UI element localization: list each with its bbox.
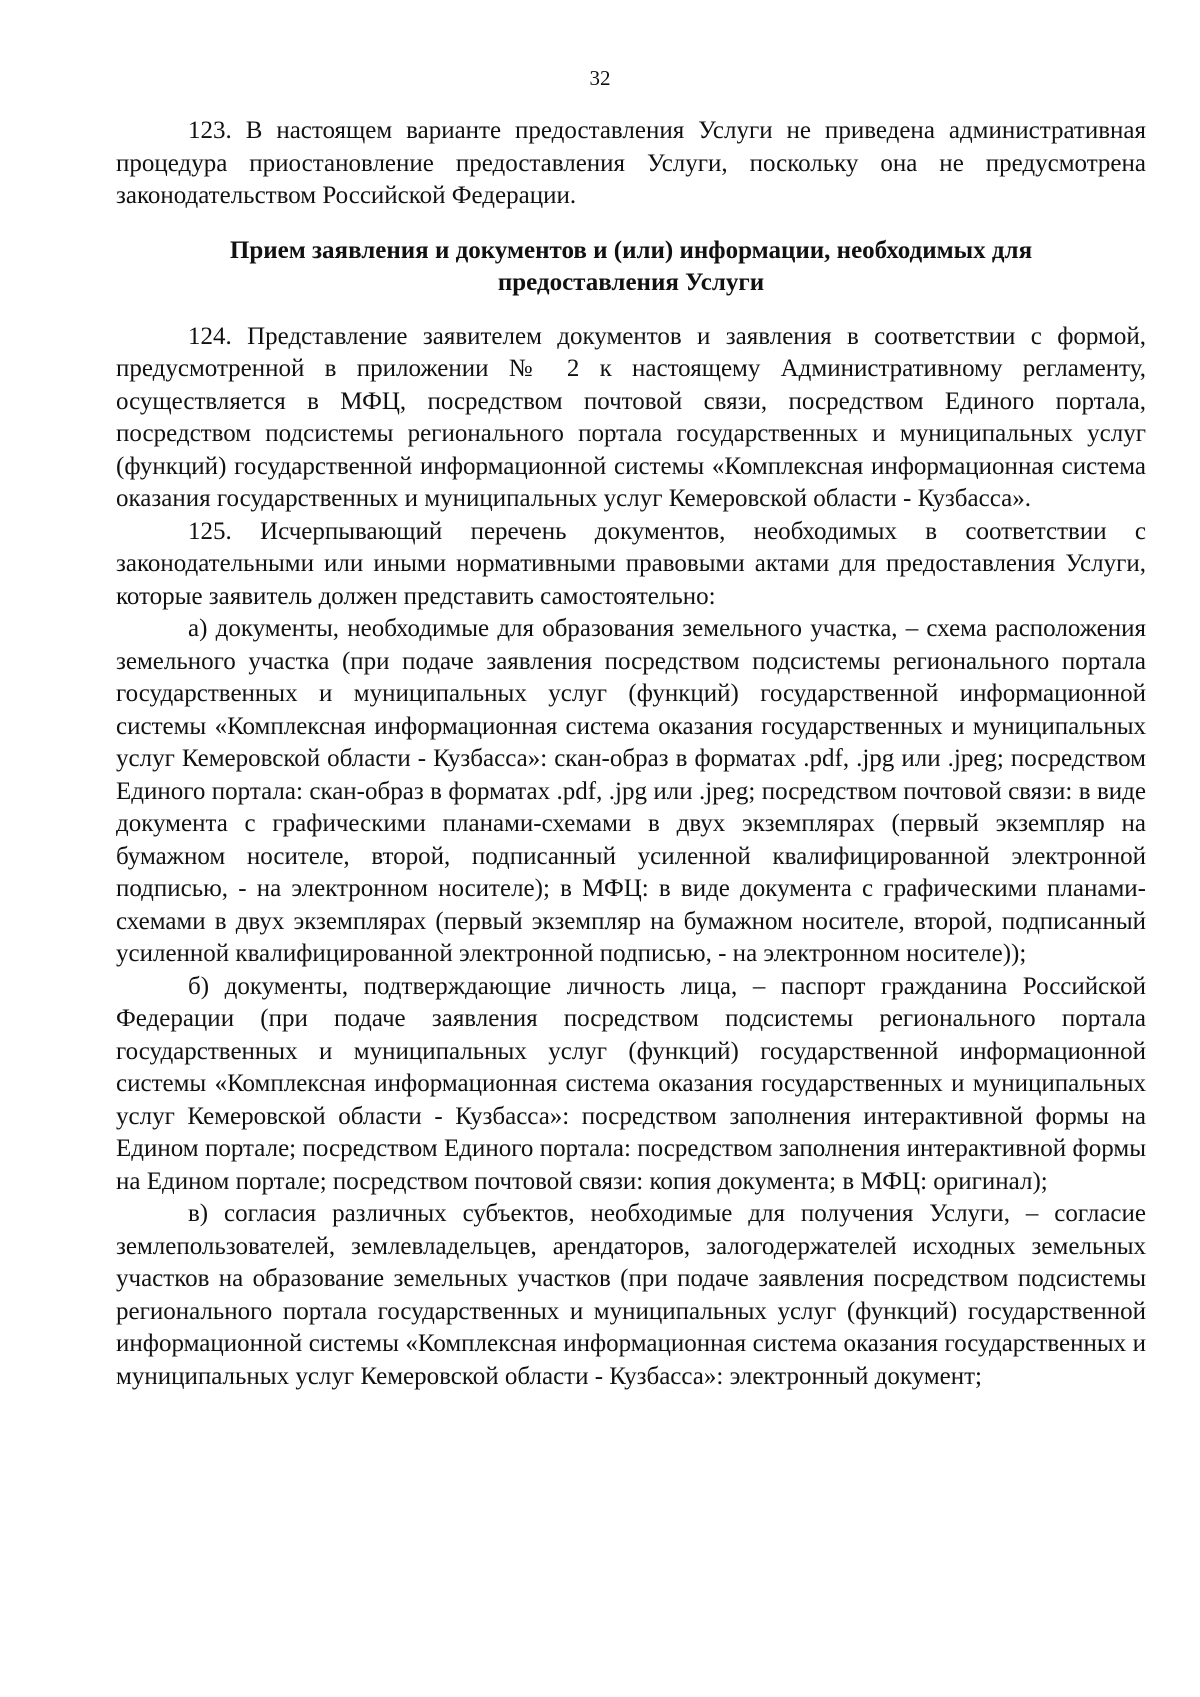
paragraph-125: 125. Исчерпывающий перечень документов, необходимых в соответствии с законодательными или иными нормативными правовыми актами для предоставления Услуги, которые заявитель должен представить самостоятельно: [116, 517, 1146, 610]
paragraph-124: 124. Представление заявителем документов и заявления в соответствии с формой, предусмотренной в приложении № 2 к настоящему Административному регламенту, осуществляется в МФЦ, посредством почтовой связи, посредством Единого портала, посредством подсистемы регионального портала государственных и муниципальных услуг (функций) государственной информационной системы «Комплексная информационная система оказания государственных и муниципальных услуг Кемеровской области - Кузбасса». [116, 322, 1146, 512]
section-heading-line-2: предоставления Услуги [497, 268, 765, 296]
section-heading [116, 235, 1146, 299]
document-body [116, 115, 1146, 1393]
list-item-a: а) документы, необходимые для образования земельного участка, – схема расположения земельного участка (при подаче заявления посредством подсистемы регионального портала государственных и муниципальных услуг (функций) государственной информационной системы «Комплексная информационная система оказания государственных и муниципальных услуг Кемеровской области - Кузбасса»: скан-образ в форматах .pdf, .jpg или .jpeg; посредством Единого портала: скан-образ в форматах .pdf, .jpg или .jpeg; посредством почтовой связи: в виде документа с графическими планами-схемами в двух экземплярах (первый экземпляр на бумажном носителе, второй, подписанный усиленной квалифицированной электронной подписью, - на электронном носителе); в МФЦ: в виде документа с графическими планами-схемами в двух экземплярах (первый экземпляр на бумажном носителе, второй, подписанный усиленной квалифицированной электронной подписью, - на электронном носителе)); [116, 615, 1146, 967]
list-item-b: б) документы, подтверждающие личность лица, – паспорт гражданина Российской Федерации (при подаче заявления посредством подсистемы регионального портала государственных и муниципальных услуг (функций) государственной информационной системы «Комплексная информационная система оказания государственных и муниципальных услуг Кемеровской области - Кузбасса»: посредством заполнения интерактивной формы на Едином портале; посредством Единого портала: посредством заполнения интерактивной формы на Едином портале; посредством почтовой связи: копия документа; в МФЦ: оригинал); [116, 972, 1146, 1195]
page-number: 32 [589, 66, 611, 90]
section-heading-line-1: Прием заявления и документов и (или) информации, необходимых для [229, 236, 1033, 264]
list-item-c: в) согласия различных субъектов, необходимые для получения Услуги, – согласие землепользователей, землевладельцев, арендаторов, залогодержателей исходных земельных участков на образование земельных участков (при подаче заявления посредством подсистемы регионального портала государственных и муниципальных услуг (функций) государственной информационной системы «Комплексная информационная система оказания государственных и муниципальных услуг Кемеровской области - Кузбасса»: электронный документ; [116, 1200, 1146, 1390]
paragraph-123: 123. В настоящем варианте предоставления Услуги не приведена административная процедура приостановление предоставления Услуги, поскольку она не предусмотрена законодательством Российской Федерации. [116, 117, 1146, 209]
